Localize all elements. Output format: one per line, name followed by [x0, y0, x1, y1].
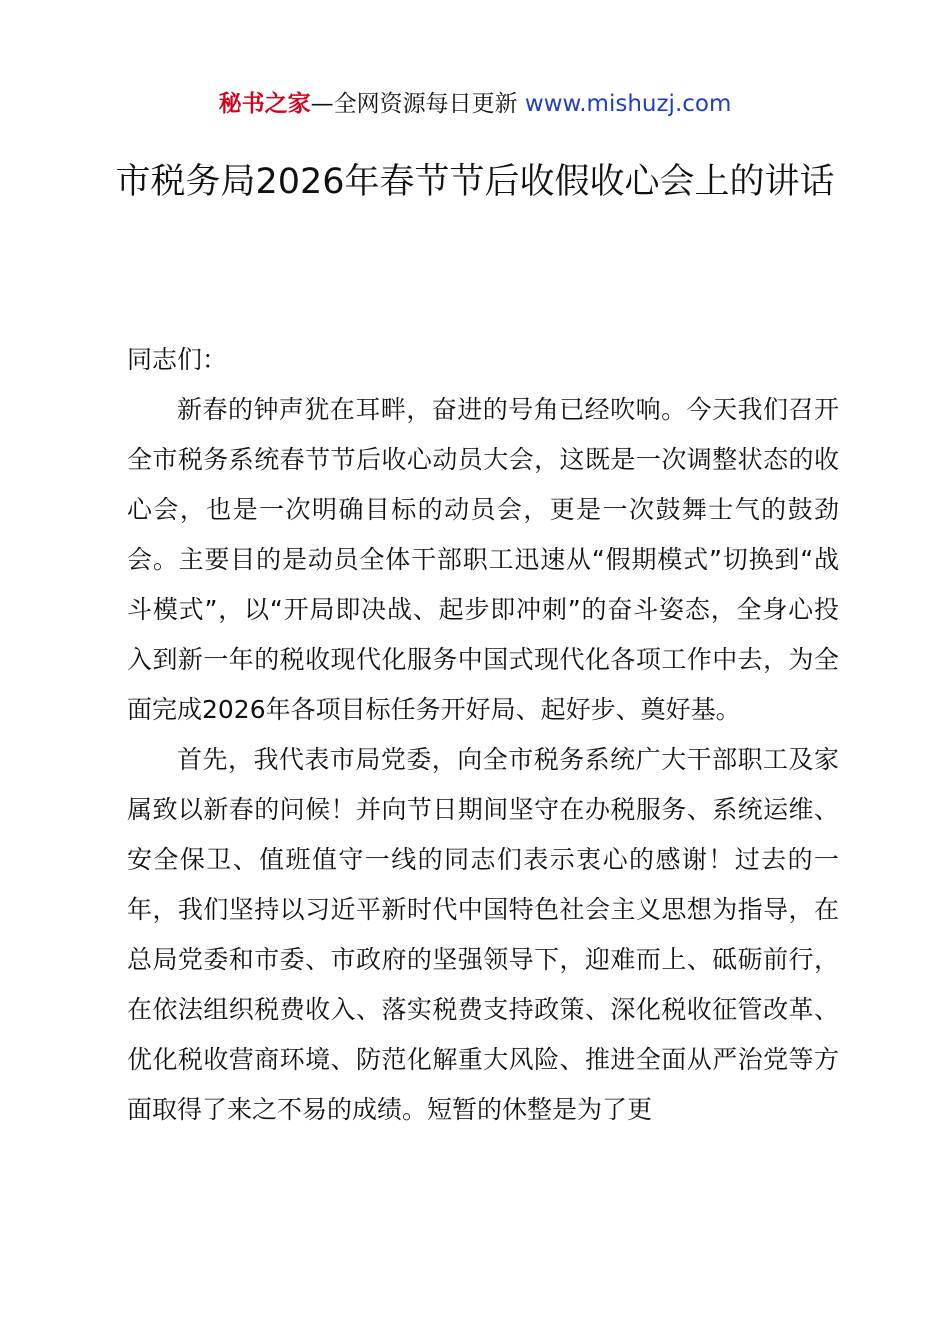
brand-name[interactable]: 秘书之家 [218, 91, 311, 117]
salutation: 同志们： [127, 345, 228, 374]
site-tagline: —全网资源每日更新 [310, 91, 525, 117]
body-paragraph: 首先，我代表市局党委，向全市税务系统广大干部职工及家属致以新春的问候！并向节日期间坚守在办税服务、系统运维、安全保卫、值班值守一线的同志们表示衷心的感谢！过去的一年，我们坚持以习近平新时代中国特色社会主义思想为指导，在总局党委和市委、市政府的坚强领导下，迎难而上、砥砺前行，在依法组织税费收入、落实税费支持政策、深化税收征管改革、优化税收营商环境、防范化解重大风险、推进全面从严治党等方面取得了来之不易的成绩。短暂的休整是为了更 [127, 745, 839, 1124]
document-title: 市税务局2026年春节节后收假收心会上的讲话 [115, 162, 835, 202]
document-body [127, 335, 839, 1135]
site-url-link[interactable]: www.mishuzj.com [524, 91, 732, 117]
body-paragraph: 新春的钟声犹在耳畔，奋进的号角已经吹响。今天我们召开全市税务系统春节节后收心动员大会，这既是一次调整状态的收心会，也是一次明确目标的动员会，更是一次鼓舞士气的鼓劲会。主要目的是动员全体干部职工迅速从“假期模式”切换到“战斗模式”，以“开局即决战、起步即冲刺”的奋斗姿态，全身心投入到新一年的税收现代化服务中国式现代化各项工作中去，为全面完成2026年各项目标任务开好局、起好步、奠好基。 [127, 395, 839, 724]
site-header [0, 88, 950, 120]
